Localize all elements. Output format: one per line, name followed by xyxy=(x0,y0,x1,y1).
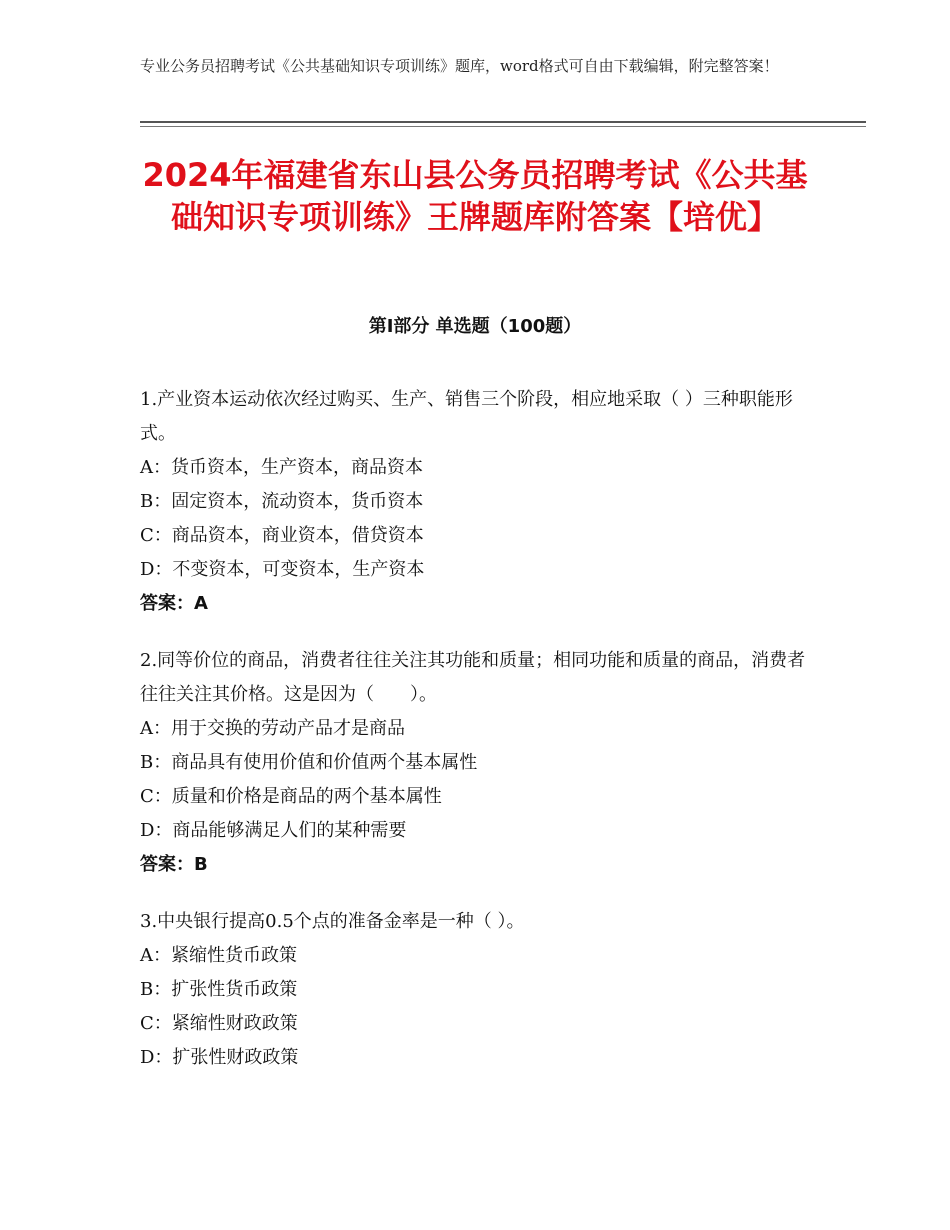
option-d: D：不变资本，可变资本，生产资本 xyxy=(140,559,425,580)
document-title: 2024年福建省东山县公务员招聘考试《公共基础知识专项训练》王牌题库附答案【培优】 xyxy=(142,156,808,236)
option-c: C：紧缩性财政政策 xyxy=(140,1013,298,1034)
option-c: C：商品资本，商业资本，借贷资本 xyxy=(140,525,424,546)
option-d: D：扩张性财政政策 xyxy=(140,1047,299,1068)
option-a: A：紧缩性货币政策 xyxy=(140,945,297,966)
question-1 xyxy=(140,383,810,621)
option-b: B：固定资本，流动资本，货币资本 xyxy=(140,491,424,512)
question-2 xyxy=(140,644,810,882)
option-b: B：商品具有使用价值和价值两个基本属性 xyxy=(140,752,478,773)
question-stem: 1.产业资本运动依次经过购买、生产、销售三个阶段，相应地采取（ ）三种职能形式。 xyxy=(140,389,793,444)
option-c: C：质量和价格是商品的两个基本属性 xyxy=(140,786,442,807)
option-d: D：商品能够满足人们的某种需要 xyxy=(140,820,407,841)
option-a: A：货币资本，生产资本，商品资本 xyxy=(140,457,423,478)
question-3 xyxy=(140,905,810,1075)
question-list xyxy=(140,383,810,1098)
answer: 答案：A xyxy=(140,593,208,614)
question-stem: 2.同等价位的商品，消费者往往关注其功能和质量；相同功能和质量的商品，消费者往往关注其价格。这是因为（ ）。 xyxy=(140,650,806,705)
option-a: A：用于交换的劳动产品才是商品 xyxy=(140,718,405,739)
question-stem: 3.中央银行提高0.5个点的准备金率是一种（ ）。 xyxy=(140,911,525,932)
section-title: 第Ⅰ部分 单选题（100题） xyxy=(368,316,582,337)
answer: 答案：B xyxy=(140,854,208,875)
header-divider-thin xyxy=(140,126,866,127)
header-divider-thick xyxy=(140,121,866,123)
option-b: B：扩张性货币政策 xyxy=(140,979,298,1000)
header-note: 专业公务员招聘考试《公共基础知识专项训练》题库，word格式可自由下载编辑，附完整答案！ xyxy=(140,57,779,75)
